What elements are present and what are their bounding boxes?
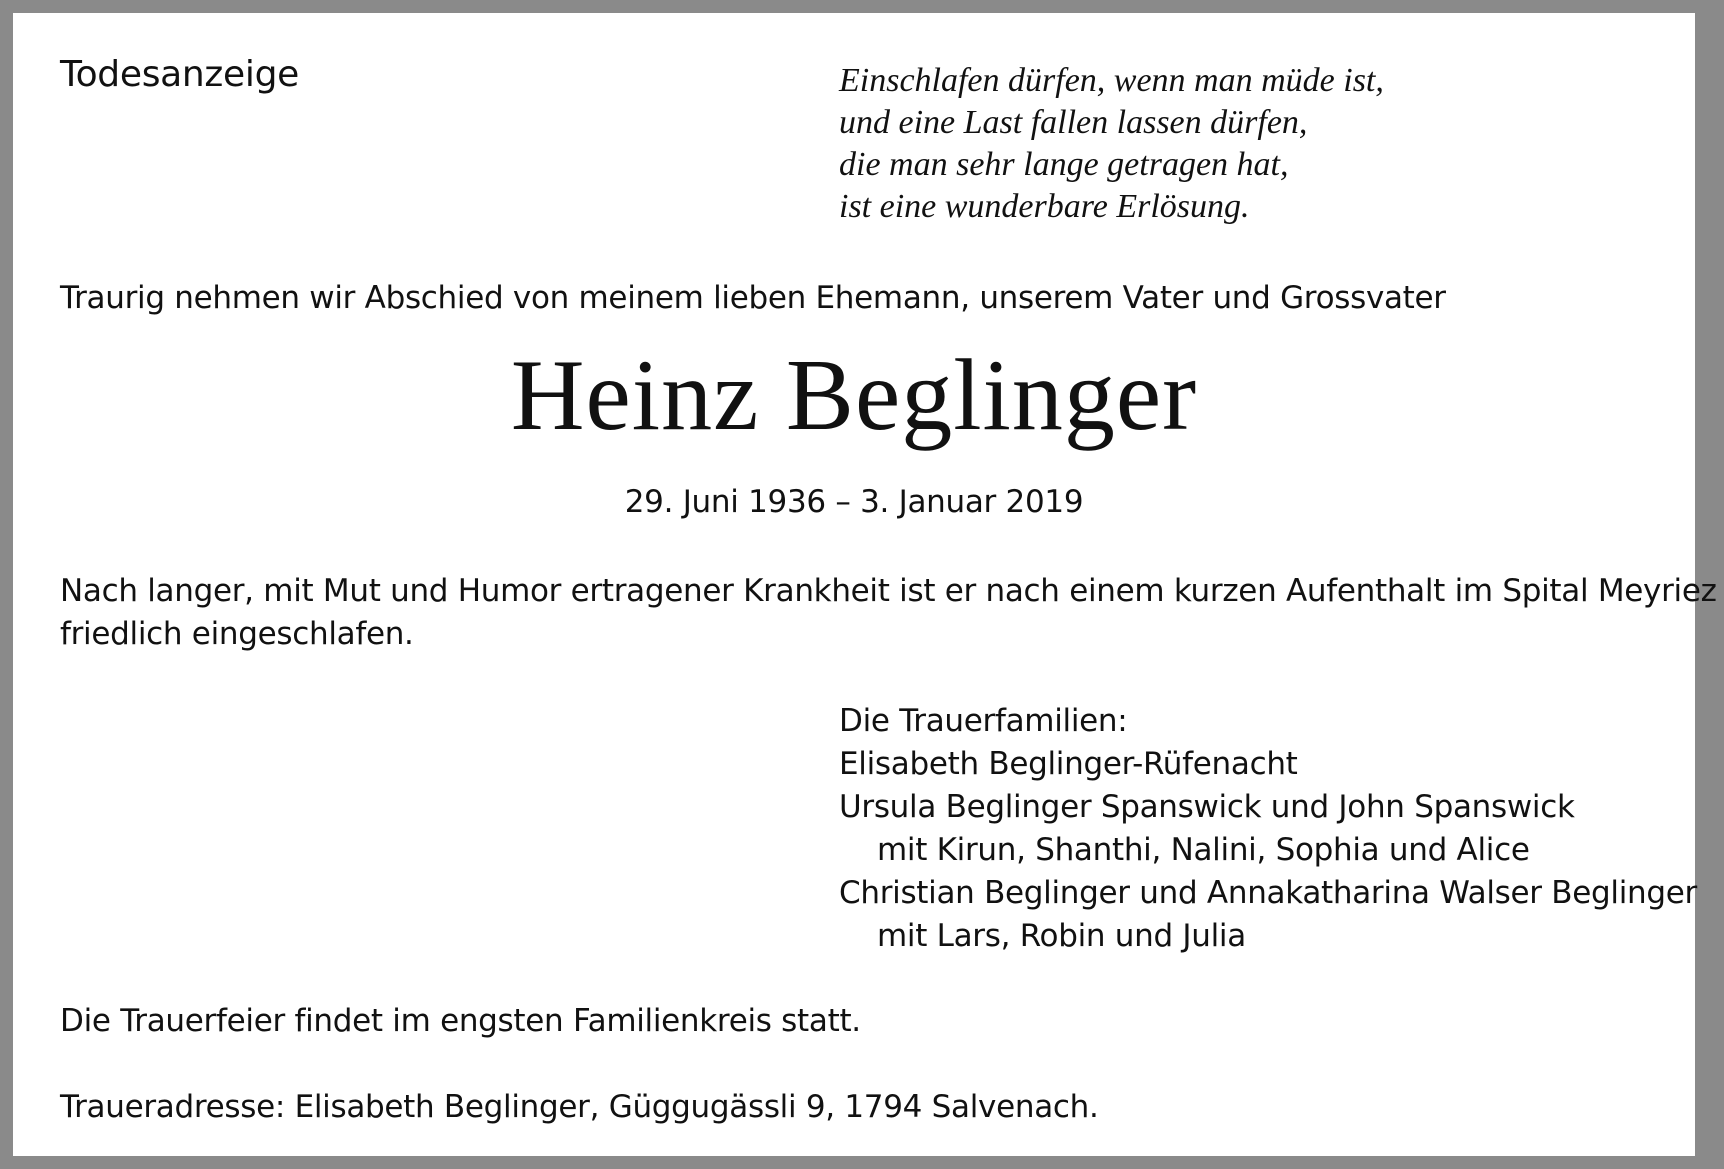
family-children-line: mit Kirun, Shanthi, Nalini, Sophia und Alice	[877, 832, 1530, 868]
ceremony-notice: Die Trauerfeier findet im engsten Familienkreis statt.	[60, 1003, 861, 1039]
notice-paragraph	[60, 570, 1717, 656]
motto-line: und eine Last fallen lassen dürfen,	[839, 104, 1308, 141]
families-heading: Die Trauerfamilien:	[839, 703, 1128, 739]
family-line: Ursula Beglinger Spanswick und John Spanswick	[839, 789, 1575, 825]
motto-verse	[839, 60, 1384, 228]
mourning-address: Traueradresse: Elisabeth Beglinger, Güggugässli 9, 1794 Salvenach.	[60, 1089, 1099, 1125]
family-line: Christian Beglinger und Annakatharina Walser Beglinger	[839, 875, 1697, 911]
mourning-families	[839, 700, 1697, 958]
motto-line: Einschlafen dürfen, wenn man müde ist,	[839, 62, 1384, 99]
family-line: Elisabeth Beglinger-Rüfenacht	[839, 746, 1298, 782]
notice-type-label: Todesanzeige	[60, 54, 299, 95]
motto-line: die man sehr lange getragen hat,	[839, 146, 1289, 183]
deceased-name: Heinz Beglinger	[510, 339, 1198, 452]
notice-line: friedlich eingeschlafen.	[60, 616, 414, 652]
family-children-line: mit Lars, Robin und Julia	[877, 918, 1246, 954]
motto-line: ist eine wunderbare Erlösung.	[839, 188, 1250, 225]
notice-line: Nach langer, mit Mut und Humor ertragener Krankheit ist er nach einem kurzen Aufenthalt im Spital Meyriez	[60, 573, 1717, 609]
life-dates: 29. Juni 1936 – 3. Januar 2019	[624, 484, 1084, 520]
intro-text: Traurig nehmen wir Abschied von meinem lieben Ehemann, unserem Vater und Grossvater	[60, 280, 1446, 316]
